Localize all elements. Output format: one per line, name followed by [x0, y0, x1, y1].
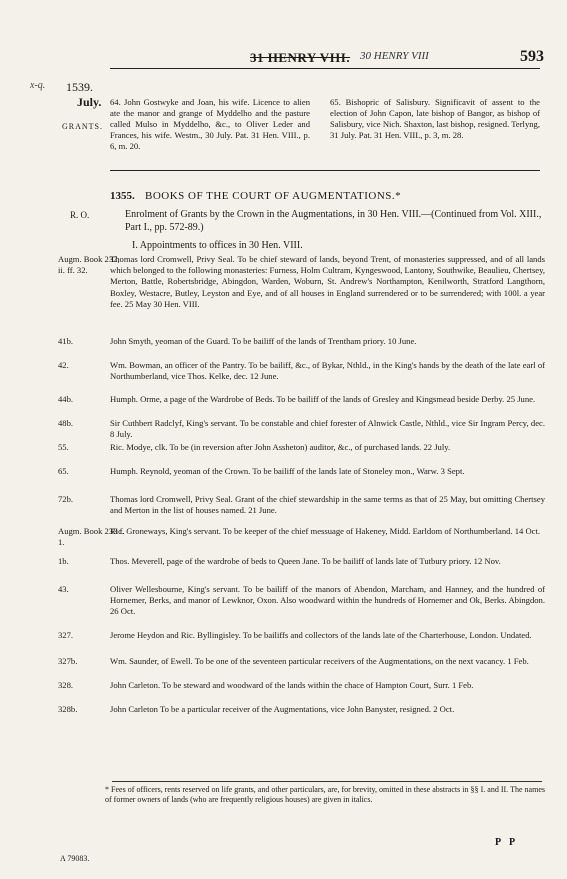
entry-reference: 328.	[58, 680, 74, 690]
print-code: A 79083.	[60, 854, 90, 863]
margin-pencil-mark: x-q.	[30, 80, 46, 91]
entry-text: Wm. Saunder, of Ewell. To be one of the seventeen particular receivers of the Augmentations, on the next vacancy. 1 Feb.	[110, 656, 529, 666]
entry-text: Thomas lord Cromwell, Privy Seal. Grant of the chief stewardship in the same terms as that of 25 May, but omitting Chertsey and Merton in the list of houses named. 21 June.	[110, 494, 545, 516]
source-reference: R. O.	[70, 210, 90, 220]
margin-month: July.	[77, 95, 102, 109]
entry-reference: 48b.	[58, 418, 74, 428]
entry-text: Humph. Orme, a page of the Wardrobe of Beds. To be bailiff of the lands of Gresley and Kingsmead beside Derby. 25 June.	[110, 394, 536, 404]
entry-text: Thomas lord Cromwell, Privy Seal. To be chief steward of lands, beyond Trent, of monasteries suppressed, and of all lands which belonged to the following monasteries: Furness, Holm Cultram, Kyngeswood, Lantony, Southwike, Beaulieu, Chertsey, Merton, Battle, Robertsbridge, Abingdon, Warden, Woburn, St. Andrew's Northampton, Kenilworth, Stratford Langthorn, Boxley, Westacre, Butley, Leyston and Eye, and of all houses in England surrendered or to be surrendered; with 100l. a year fee. 25 May 30 Hen. VIII.	[110, 254, 545, 309]
entry-reference: 1b.	[58, 556, 69, 566]
entry-reference: 42.	[58, 360, 69, 370]
entry-reference: Augm. Book 232, ii. ff. 32.	[58, 254, 120, 276]
footnote-divider	[112, 781, 542, 782]
footnote: * Fees of officers, rents reserved on life grants, and other particulars, are, for brevity, omitted in these abstracts in §§ I. and II. The names of former owners of lands (who are frequently religious houses) are given in italics.	[105, 785, 545, 804]
grant-entry-64: 64. John Gostwyke and Joan, his wife. Licence to alien ate the manor and grange of Myddelho and the pasture called Mulso in Myddelho, &c., to Oliver Leder and Frances, his wife. Westm., 30 July. Pat. 31 Hen. VIII., p. 6, m. 20.	[110, 97, 310, 151]
enrolment-heading: Enrolment of Grants by the Crown in the Augmentations, in 30 Hen. VIII.—(Continued from Vol. XIII., Part I., pp. 572-89.)	[125, 209, 542, 233]
entry-text: Thos. Meverell, page of the wardrobe of beds to Queen Jane. To be bailiff of lands late of Tutbury priory. 12 Nov.	[110, 556, 501, 566]
handwritten-title-correction: 30 HENRY VIII	[360, 50, 429, 62]
entry-text: John Carleton. To be steward and woodward of the lands within the chace of Hampton Court, Surr. 1 Feb.	[110, 680, 474, 690]
subheading: I. Appointments to offices in 30 Hen. VIII.	[132, 240, 303, 251]
entry-text: Wm. Bowman, an officer of the Pantry. To be bailiff, &c., of Bykar, Nthld., in the King's hands by the death of the late earl of Northumberland, vice Thos. Kelke, dec. 12 June.	[110, 360, 545, 382]
entry-text: Sir Cuthbert Radclyf, King's servant. To be constable and chief forester of Alnwick Castle, Nthld., vice Sir Ingram Percy, dec. 8 July.	[110, 418, 545, 440]
entry-text: Humph. Reynold, yeoman of the Crown. To be bailiff of the lands late of Stoneley mon., Warw. 3 Sept.	[110, 466, 465, 476]
header-divider	[110, 68, 540, 69]
entry-reference: 65.	[58, 466, 69, 476]
entry-reference: 327.	[58, 630, 74, 640]
entry-reference: 327b.	[58, 656, 78, 666]
entry-reference: 43.	[58, 584, 69, 594]
entry-text: John Smyth, yeoman of the Guard. To be bailiff of the lands of Trentham priory. 10 June.	[110, 336, 417, 346]
entry-reference: Augm. Book 233 f. 1.	[58, 526, 125, 548]
entry-text: Oliver Wellesbourne, King's servant. To be bailiff of the manors of Abendon, Marcham, and Hanney, and the hundred of Hornemer, Berks, and manor of Lewknor, Oxon. Also woodward within the hundreds of Hornemer and Ok, Berks. Abingdon. 26 Oct.	[110, 584, 545, 617]
entry-reference: 328b.	[58, 704, 78, 714]
section-divider	[110, 170, 540, 171]
entry-reference: 44b.	[58, 394, 74, 404]
grant-entry-65: 65. Bishopric of Salisbury. Significavit of assent to the election of John Capon, late bishop of Bangor, as bishop of Salisbury, vice Nich. Shaxton, last bishop, resigned. Terlyng, 31 July. Pat. 31 Hen. VIII., p. 3, m. 28.	[330, 97, 540, 140]
margin-year: 1539.	[66, 80, 93, 94]
entry-reference: 72b.	[58, 494, 74, 504]
entry-reference: 55.	[58, 442, 69, 452]
entry-text: Ric. Modye, clk. To be (in reversion after John Assheton) auditor, &c., of purchased lands. 22 July.	[110, 442, 451, 452]
entry-text: Jerome Heydon and Ric. Byllingisley. To be bailiffs and collectors of the lands late of the Charterhouse, London. Undated.	[110, 630, 532, 640]
entry-text: Ric. Groneways, King's servant. To be keeper of the chief messuage of Hakeney, Midd. Earldom of Northumberland. 14 Oct.	[110, 526, 541, 536]
entry-text: John Carleton To be a particular receiver of the Augmentations, vice John Banyster, resigned. 2 Oct.	[110, 704, 455, 714]
section-number: 1355.	[110, 190, 135, 202]
section-title: BOOKS OF THE COURT OF AUGMENTATIONS.*	[145, 190, 402, 202]
entry-reference: 41b.	[58, 336, 74, 346]
signature-mark: P P	[495, 837, 519, 848]
running-title: 31 HENRY VIII.	[250, 50, 351, 65]
page-number: 593	[520, 48, 544, 65]
margin-grants-label: GRANTS.	[62, 122, 104, 131]
